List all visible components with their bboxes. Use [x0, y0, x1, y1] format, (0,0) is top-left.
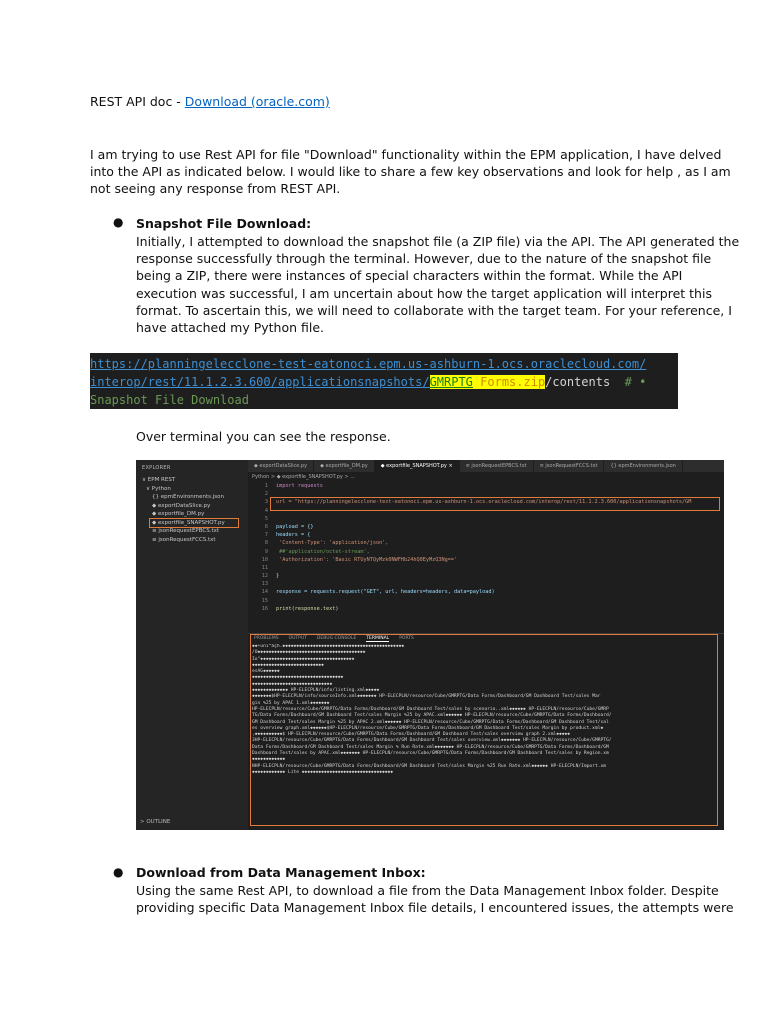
sidebar-item-selected[interactable]: ◆ exportfile_SNAPSHOT.py [150, 519, 238, 528]
section1-line: have attached my Python file. [136, 320, 325, 335]
section2-line: Using the same Rest API, to download a file from the Data Management Inbox folder. Despite [136, 883, 719, 898]
url-highlight-box [270, 497, 720, 511]
line-number: 16 [261, 605, 268, 612]
line-number: 12 [261, 573, 268, 580]
line-number: 9 [264, 548, 268, 555]
explorer-title: EXPLORER [142, 465, 171, 471]
tab-problems[interactable]: PROBLEMS [254, 636, 279, 641]
terminal-line: ◆◆◆◆◆◆◆◆◆◆◆◆ [252, 757, 286, 763]
sidebar-item[interactable]: ∨ EPM REST [142, 477, 176, 483]
tab-exportdataslice[interactable]: ◆ exportDataSlice.py [248, 460, 314, 472]
terminal-line: gin %25 by APAC 1.xml◆◆◆◆◆◆◆ [252, 700, 330, 706]
intro-line-3: not seeing any response from REST API. [90, 181, 341, 196]
explorer-sidebar [136, 460, 248, 830]
code-highlight-gmrptg: GMRPTG [429, 375, 473, 389]
outline-section[interactable]: > OUTLINE [140, 819, 171, 825]
terminal-line: ◆◆◆◆◆◆◆◆◆◆◆◆◆◆◆◆◆◆◆◆◆◆◆◆◆◆◆◆◆◆◆◆◆ [252, 675, 344, 681]
sidebar-item[interactable]: ◆ exportDataSlice.py [152, 502, 211, 509]
terminal-line: ◆◆◆◆◆◆◆◆◆◆◆◆◆ HP-ELECPLN/info/listing.xml◆◆◆◆◆ [252, 688, 380, 694]
code-line: print(response.text) [276, 605, 339, 612]
code-comment-line: Snapshot File Download [90, 393, 249, 407]
terminal-line: ◆◆◆◆◆◆◆◆◆◆◆◆◆◆◆◆◆◆◆◆◆◆◆◆◆◆◆◆◆ [252, 681, 333, 687]
line-number: 1 [264, 483, 268, 489]
tab-exportfile-dm[interactable]: ◆ exportfile_DM.py [314, 460, 375, 472]
sidebar-item[interactable]: {} epmEnvironments.json [152, 494, 224, 500]
terminal-line: Dashboard Test/sales by APAC.xml◆◆◆◆◆◆◆ HP-ELECPLN/resource/Cube/GMRPTG/Data Forms/Dashboard/GM Dashboard Test/sales by Region.xm [252, 751, 609, 757]
sidebar-item[interactable]: ◆ exportfile_DM.py [152, 511, 205, 517]
code-path-suffix: /contents [545, 375, 611, 389]
code-url-line-2[interactable]: interop/rest/11.1.2.3.600/applicationsnapshots/ [90, 375, 430, 389]
intro-line-2: into the API as indicated below. I would like to share a few key observations and look for help , as I am [90, 164, 731, 179]
terminal-line: ◆◆◆◆◆◆◆◆◆◆◆◆ Lite ◆◆◆◆◆◆◆◆◆◆◆◆◆◆◆◆◆◆◆◆◆◆◆◆◆◆◆◆◆◆◆◆◆ [252, 769, 394, 775]
terminal-line: ,◆◆◆◆◆◆◆◆◆◆$ HP-ELECPLN/resource/Cube/GMRPTG/Data Forms/Dashboard/GM Dashboard Test/sales overview graph 2.xml◆◆◆◆◆ [252, 732, 571, 738]
line-number: 2 [264, 491, 268, 498]
bullet-icon: ● [113, 215, 124, 229]
section1-line: being a ZIP, there were instances of special characters within the format. While the API [136, 268, 683, 283]
line-number: 14 [261, 589, 268, 596]
section1-line: format. To ascertain this, we will need to collaborate with the target team. For your reference, I [136, 303, 732, 318]
section1-heading: Snapshot File Download: [136, 216, 312, 231]
code-line: payload = {} [276, 523, 314, 530]
terminal-line: ◆◆◆◆◆◆◆◆◆◆◆◆◆◆◆◆◆◆◆◆◆◆◆◆◆◆ [252, 662, 324, 668]
tab-terminal[interactable]: TERMINAL [366, 636, 390, 641]
terminal-line: NHP-ELECPLN/resource/Cube/GMRPTG/Data Forms/Dashboard/GM Dashboard Test/sales Margin %25 Run Rate.xml◆◆◆◆◆◆ HP-ELECPLN/Import.xm [252, 763, 607, 769]
code-line: headers = { [276, 532, 311, 539]
section1-line: response successfully through the terminal. However, due to the nature of the snapshot file [136, 251, 712, 266]
line-number: 15 [261, 597, 268, 604]
sidebar-item[interactable]: ≡ jsonRequestEPBCS.txt [152, 528, 220, 534]
line-number: 11 [261, 564, 268, 571]
line-number: 7 [264, 532, 268, 539]
intro-line-1: I am trying to use Rest API for file "Download" functionality within the EPM application, I have delved [90, 147, 722, 162]
section1-line: execution was successful, I am uncertain about how the target application will interpret this [136, 286, 712, 301]
tab-jsonrequest-fccs[interactable]: ≡ jsonRequestFCCS.txt [534, 460, 605, 472]
tab-epmenvironments[interactable]: {} epmEnvironments.json [604, 460, 682, 472]
section2-line: providing specific Data Management Inbox file details, I encountered issues, the attempts were [136, 900, 734, 915]
code-line: 'Content-Type': 'application/json', [276, 540, 389, 547]
terminal-highlight-box [250, 634, 718, 826]
line-number: 4 [264, 507, 268, 514]
tab-output[interactable]: OUTPUT [288, 636, 307, 641]
api-doc-reference [90, 93, 330, 111]
section2-heading: Download from Data Management Inbox: [136, 865, 426, 880]
terminal-line: HP-ELECPLN/resource/Cube/GMRPTG/Data Forms/Dashboard/GM Dashboard Test/sales by scenario..xml◆◆◆◆◆◆ HP-ELECPLN/resource/Cube/GMRP [252, 706, 609, 712]
terminal-line: Io"◆◆◆◆◆◆◆◆◆◆◆◆◆◆◆◆◆◆◆◆◆◆◆◆◆◆◆◆◆◆◆◆◆◆ [252, 656, 355, 662]
code-snippet [90, 353, 678, 409]
code-highlight-forms: Forms.zip [472, 375, 546, 389]
terminal-line: TG/Data Forms/Dashboard/GM Dashboard Test/sales Margin %25 by APAC.xml◆◆◆◆◆◆ HP-ELECPLN/resource/Cube/GMRPTG/Data Forms/Dashboard/ [252, 713, 612, 719]
code-line: ##'application/octet-stream', [276, 548, 370, 555]
title-prefix: REST API doc - [90, 94, 185, 109]
line-number: 6 [264, 523, 268, 530]
bullet-icon: ● [113, 865, 124, 879]
line-number: 13 [261, 581, 268, 588]
code-line: import requests [276, 483, 323, 489]
sidebar-item[interactable]: ∨ Python [146, 485, 171, 492]
line-number: 10 [261, 556, 268, 563]
terminal-line: ◆◆+uni^àçh.◆◆◆◆◆◆◆◆◆◆◆◆◆◆◆◆◆◆◆◆◆◆◆◆◆◆◆◆◆◆◆◆◆◆◆◆◆◆◆◆◆◆◆◆ [252, 644, 405, 649]
tab-ports[interactable]: PORTS [399, 636, 414, 641]
code-line: response = requests.request("GET", url, headers=headers, data=payload) [276, 589, 495, 596]
download-link[interactable]: Download (oracle.com) [184, 94, 330, 109]
terminal-line: /O◆◆◆◆◆◆◆◆◆◆◆◆◆◆◆◆◆◆◆◆◆◆◆◆◆◆◆◆◆◆◆◆◆◆◆◆◆◆◆ [252, 650, 366, 656]
tab-exportfile-snapshot[interactable]: ◆ exportfile_SNAPSHOT.py × [375, 460, 460, 472]
tab-debug-console[interactable]: DEBUG CONSOLE [316, 636, 357, 641]
breadcrumb[interactable]: Python > ◆ exportfile_SNAPSHOT.py > ... [252, 474, 355, 480]
line-number: 3 [264, 499, 268, 506]
sidebar-item[interactable]: ≡ jsonRequestFCCS.txt [152, 536, 216, 543]
code-comment: # • [624, 375, 647, 389]
terminal-line: ◆◆◆◆◆◆◆$HP-ELECPLN/info/sourceInfo.xml◆◆◆◆◆◆◆ HP-ELECPLN/resource/Cube/GMRPTG/Data Forms/Dashboard/GM Dashboard Test/sales Mar [252, 694, 601, 700]
terminal-line: Data Forms/Dashboard/GM Dashboard Test/sales Margin % Run Rate.xml◆◆◆◆◆◆◆ HP-ELECPLN/resource/Cube/GMRPTG/Data Forms/Dashboard/GM [252, 744, 609, 750]
terminal-caption: Over terminal you can see the response. [136, 429, 391, 444]
terminal-line: es overview graph.xml◆◆◆◆◆◆$HP-ELECPLN/resource/Cube/GMRPTG/Data Forms/Dashboard/GM Dashboard Test/sales Margin by product.xml◆ [252, 725, 604, 731]
code-url-line-1[interactable]: https://planningelecclone-test-eatonoci.epm.us-ashburn-1.ocs.oraclecloud.com/ [90, 357, 647, 371]
terminal-line: GM Dashboard Test/sales Margin %25 by APAC 2.xml◆◆◆◆◆◆ HP-ELECPLN/resource/Cube/GMRPTG/Data Forms/Dashboard/GM Dashboard Test/sal [252, 719, 609, 725]
line-number: 8 [264, 540, 268, 547]
code-line: url = "https://planningelecclone-test-eatonoci.epm.us-ashburn-1.ocs.oraclecloud.com/interop/rest/11.1.2.3.600/applicationsnapshots/GM [276, 499, 692, 506]
terminal-line: esAG◆◆◆◆◆◆ [252, 669, 280, 675]
code-line: } [276, 573, 280, 580]
code-line: 'Authorization': 'Basic RTUyNTQyMzk0NWFHb24hQ0EyMzQ3Ng==' [276, 556, 458, 563]
terminal-line: 3HP-ELECPLN/resource/Cube/GMRPTG/Data Forms/Dashboard/GM Dashboard Test/sales overview.xml◆◆◆◆◆◆◆ HP-ELECPLN/resource/Cube/GMRPTG/ [252, 738, 612, 744]
section1-line: Initially, I attempted to download the snapshot file (a ZIP file) via the API. The API generated the [136, 234, 740, 249]
tab-jsonrequest-epbcs[interactable]: ≡ jsonRequestEPBCS.txt [460, 460, 534, 472]
editor-tabs [248, 460, 724, 472]
line-number: 5 [264, 515, 268, 522]
